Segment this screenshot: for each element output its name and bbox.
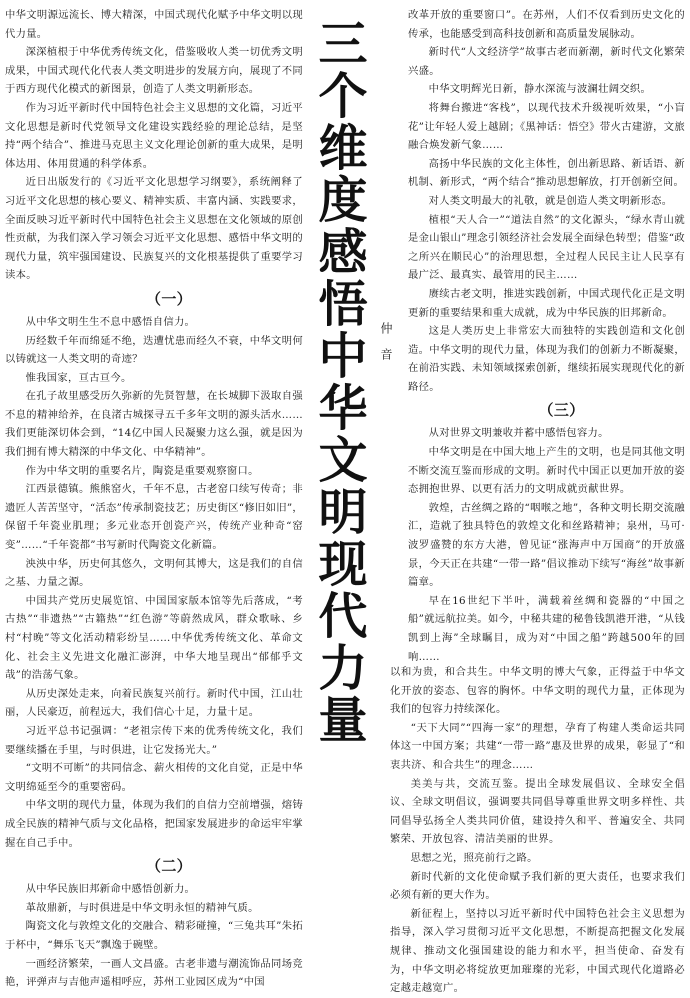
paragraph: 从对世界文明兼收并蓄中感悟包容力。 (428, 427, 609, 440)
paragraph: 敦煌，古丝绸之路的“咽喉之地”，各种文明长期交流融汇，造就了独具特色的敦煌文化和丝路精神；泉州，马可·波罗盛赞的东方大港，曾见证“涨海声中万国商”的开放盛景，今天正在共建“一带一路”倡议推动下续写“海丝”故事新篇章。 (408, 501, 685, 589)
paragraph: 对人类文明最大的礼敬，就是创造人类文明新形态。 (428, 194, 673, 207)
paragraph: 美美与共，交流互鉴。提出全球发展倡议、全球安全倡议、全球文明倡议，强调要共同倡导尊重世界文明多样性、共同倡导弘扬全人类共同价值，建设持久和平、普遍安全、共同繁荣、开放包容、清洁美丽的世界。 (390, 777, 685, 846)
paragraph: 新时代新的文化使命赋予我们新的更大责任，也要求我们必须有新的更大作为。 (390, 870, 685, 902)
paragraph: 中华文明是在中国大地上产生的文明，也是同其他文明不断交流互鉴而形成的文明。新时代中国正以更加开放的姿态拥抱世界、以更有活力的文明成就贡献世界。 (408, 446, 685, 496)
paragraph: 思想之光，照亮前行之路。 (410, 851, 538, 864)
left-text-column (5, 6, 303, 992)
paragraph: 早在16世纪下半叶，满载着丝绸和瓷器的“中国之船”就远航拉美。如今，中秘共建的秘鲁钱凯港开港，“从钱凯到上海”全球瞩目，成为对“中国之船”跨越500年的回响…… (408, 594, 685, 663)
section-heading: （一） (146, 289, 192, 308)
paragraph: 深深植根于中华优秀传统文化，借鉴吸收人类一切优秀文明成果，中国式现代化代表人类文明进步的发展方向，展现了不同于西方现代化模式的新图景，创造了人类文明新形态。 (5, 46, 303, 96)
paragraph: 新征程上，坚持以习近平新时代中国特色社会主义思想为指导，深入学习贯彻习近平文化思想，不断提高把握文化发展规律、推动文化强国建设的能力和水平，担当使命、奋发有为，中华文明必将绽放更加璀璨的光彩，中国式现代化道路必定越走越宽广。 (390, 907, 685, 995)
paragraph: 赓续古老文明，推进实践创新，中国式现代化正是文明更新的重要结果和重大成就，成为中华民族的旧邦新命。 (408, 287, 685, 319)
paragraph: 中华文明源远流长、博大精深，中国式现代化赋予中华文明以现代力量。 (5, 9, 303, 40)
paragraph: 革故鼎新，与时俱进是中华文明永恒的精神气质。 (25, 901, 259, 914)
paragraph: 作为中华文明的重要名片，陶瓷是重要观察窗口。 (25, 464, 259, 477)
paragraph: 从历史深处走来，向着民族复兴前行。新时代中国，江山壮丽，人民豪迈，前程远大，我们信心十足，力量十足。 (5, 687, 303, 719)
section-heading: （三） (538, 401, 585, 420)
article-byline: 仲音 (379, 322, 393, 374)
paragraph: 近日出版发行的《习近平文化思想学习纲要》，系统阐释了习近平文化思想的核心要义、精神实质、丰富内涵、实践要求，全面反映习近平新时代中国特色社会主义思想在文化领域的原创性贡献，为我们深入学习领会习近平文化思想、感悟中华文明的现代力量，筑牢强国建设、民族复兴的文化根基提供了重要学习读本。 (5, 176, 303, 282)
right-text-column (408, 6, 685, 666)
paragraph: “文明不可断”的共同信念、薪火相传的文化自觉，正是中华文明绵延至今的重要密码。 (5, 762, 303, 793)
paragraph: 这是人类历史上非常宏大而独特的实践创造和文化创造。中华文明的现代力量，体现为我们的创新力不断凝聚，在前沿实践、未知领域探索创新，继续拓展实现现代化的新路径。 (408, 325, 685, 393)
paragraph: “天下大同”“四海一家”的理想，孕育了构建人类命运共同体这一中国方案；共建“一带一路”惠及世界的成果，彰显了“和衷共济、和合共生”的理念…… (390, 721, 685, 771)
paragraph: 陶瓷文化与敦煌文化的交融合、精彩碰撞，“三兔共耳”朱拓于杯中，“舞乐飞天”飘逸于碗壁。 (5, 920, 303, 951)
paragraph: 中华文明辉光日新，静水深流与波澜壮阔交织。 (428, 83, 652, 96)
paragraph: 改革开放的重要窗口”。在苏州，人们不仅看到历史文化的传承，也能感受到高科技创新和高质量发展脉动。 (408, 9, 685, 40)
paragraph: 作为习近平新时代中国特色社会主义思想的文化篇，习近平文化思想是新时代党领导文化建设实践经验的理论总结，是坚持“两个结合”、推进马克思主义文化理论创新的重大成果，是明体达用、体用贯通的科学体系。 (5, 101, 303, 170)
bottom-text-block (390, 663, 685, 998)
paragraph: 在孔子故里感受历久弥新的先贤智慧，在长城脚下汲取自强不息的精神给养，在良渚古城探寻五千多年文明的源头活水……我们更能深切体会到，“14亿中国人民凝聚力这么强，就是因为我们拥有博大精深的中华文化、中华精神”。 (5, 390, 303, 459)
paragraph: 以和为贵，和合共生。中华文明的博大气象，正得益于中华文化开放的姿态、包容的胸怀。中华文明的现代力量，正体现为我们的包容力持续深化。 (390, 666, 685, 716)
paragraph: 惟我国家，亘古亘今。 (25, 371, 132, 384)
paragraph: 高扬中华民族的文化主体性，创出新思路、新话语、新机制、新形式，“两个结合”推动思想解放，打开创新空间。 (408, 157, 685, 189)
paragraph: 习近平总书记强调：“老祖宗传下来的优秀传统文化，我们要继续播在手里，与时俱进，让它发扬光大。” (5, 724, 303, 756)
paragraph: 从中华民族旧邦新命中感悟创新力。 (25, 883, 196, 896)
paragraph: 泱泱中华，历史何其悠久，文明何其博大，这是我们的自信之基、力量之源。 (5, 557, 303, 589)
paragraph: 新时代“人文经济学”故事古老而新潮，新时代文化繁荣兴盛。 (408, 46, 685, 77)
paragraph: 从中华文明生生不息中感悟自信力。 (25, 315, 196, 328)
paragraph: 将舞台搬进“客栈”，以现代技术升级视听效果，“小盲花”让年轻人爱上越剧；《黑神话：悟空》带火古建游，文旅融合焕发新气象…… (408, 101, 685, 152)
paragraph: 中国共产党历史展览馆、中国国家版本馆等先后落成，“考古热”“非遗热”“古籍热”“红色游”等蔚然成风，群众歌咏、乡村“村晚”等文化活动精彩纷呈……中华优秀传统文化、革命文化、社会主义先进文化融汇澎湃，中华大地呈现出“郁郁乎文哉”的浩荡气象。 (5, 594, 303, 682)
paragraph: 历经数千年而绵延不绝，迭遭忧患而经久不衰，中华文明何以铸就这一人类文明的奇迹？ (5, 334, 303, 366)
paragraph: 植根“天人合一”“道法自然”的文化源头，“绿水青山就是金山银山”理念引领经济社会发展全面绿色转型；借鉴“政之所兴在顺民心”的治理思想，全过程人民民主让人民享有最广泛、最真实、最管用的民主…… (408, 213, 685, 282)
article-headline: 三个维度感悟中华文明现代力量 (311, 18, 368, 746)
section-heading: （二） (146, 857, 192, 876)
paragraph: 中华文明的现代力量，体现为我们的自信力空前增强，熔铸成全民族的精神气质与文化品格，把国家发展进步的命运牢牢掌握在自己手中。 (5, 799, 303, 849)
paragraph: 一画经济繁荣，一画人文昌盛。古老非遗与潮流饰品同场竞艳，评弹声与吉他声遥相呼应，苏州工业园区成为“中国 (5, 957, 303, 989)
paragraph: 江西景德镇。熊熊窑火，千年不息，古老窑口续写传奇；非遗匠人苦苦坚守，“活态”传承制瓷技艺；历史街区“修旧如旧”，保留千年瓷业肌理；多元业态开创瓷产兴，传统产业种奇“窑变”……“千年瓷都”书写新时代陶瓷文化新篇。 (5, 483, 303, 552)
